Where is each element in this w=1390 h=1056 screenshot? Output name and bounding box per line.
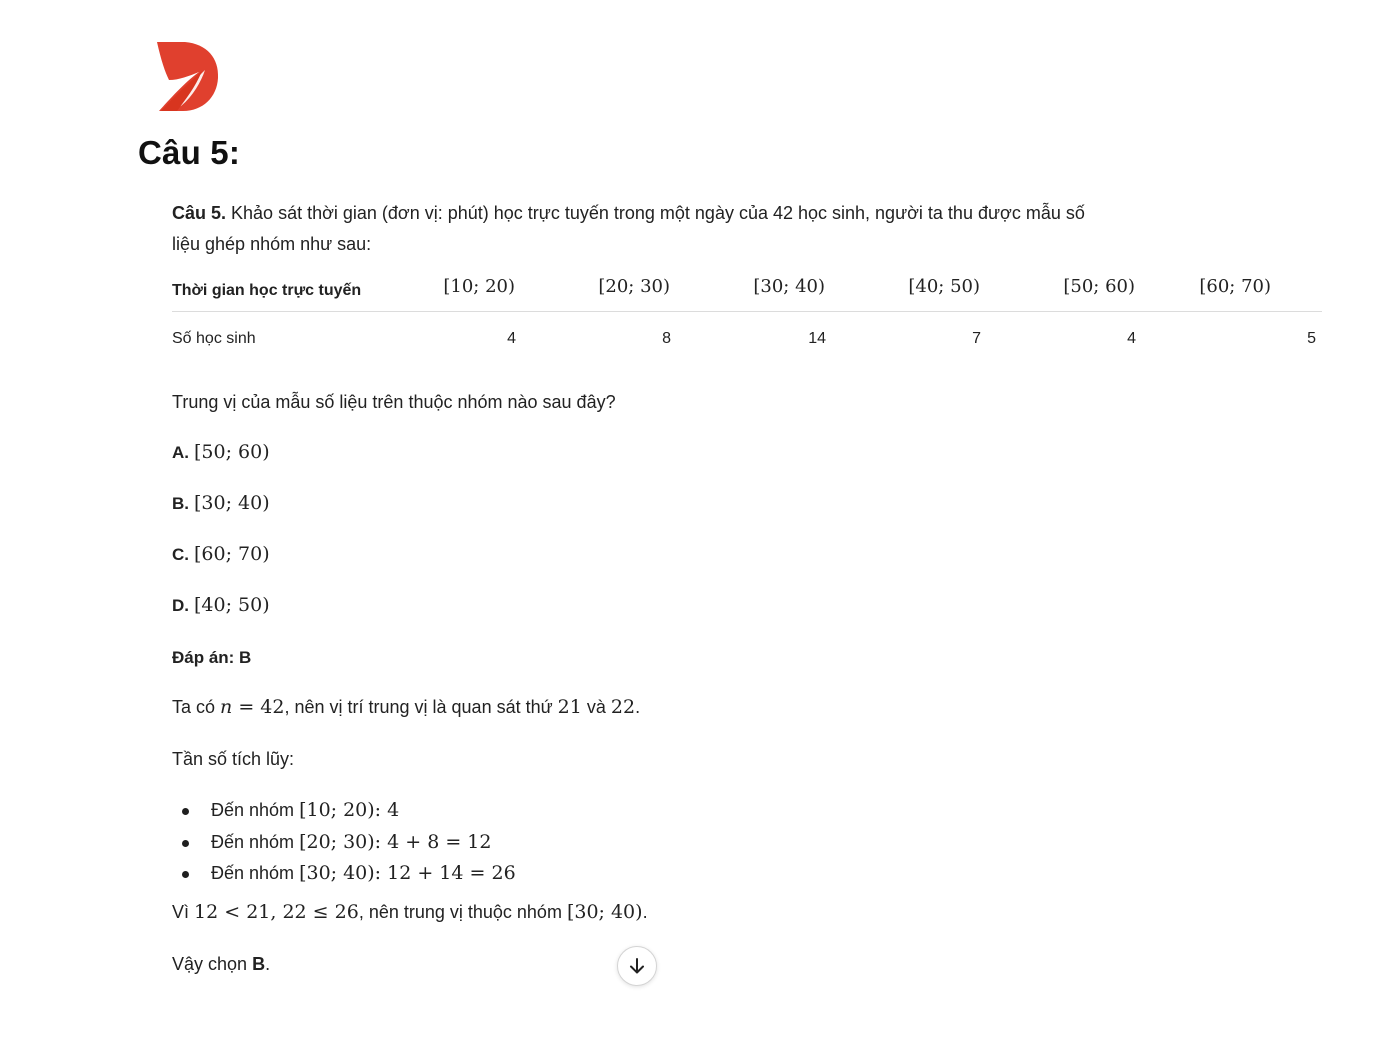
question-label: Câu 5. xyxy=(172,203,227,223)
cumulative-label: Tần số tích lũy: xyxy=(172,749,295,769)
table-cell: 5 xyxy=(1307,330,1316,347)
table-row-label: Số học sinh xyxy=(172,330,256,347)
math-expression: 22 xyxy=(610,696,636,718)
list-item xyxy=(172,797,516,829)
solution-text: Vậy chọn xyxy=(172,954,253,974)
table-header-row xyxy=(172,272,1322,312)
math-expression: [10; 20): 4 xyxy=(299,799,400,821)
option-letter: D. xyxy=(172,596,189,615)
option-letter: B. xyxy=(172,494,189,513)
option-value: [30; 40) xyxy=(194,492,270,514)
option-b xyxy=(172,492,270,514)
question-prompt: Trung vị của mẫu số liệu trên thuộc nhóm nào sau đây? xyxy=(172,392,616,412)
brand-logo-icon xyxy=(155,42,219,112)
option-letter: A. xyxy=(172,443,189,462)
solution-text: , nên trung vị thuộc nhóm xyxy=(358,902,567,922)
math-expression: 12 < 21, 22 ≤ 26 xyxy=(194,901,359,923)
question-text: Khảo sát thời gian (đơn vị: phút) học trực tuyến trong một ngày của 42 học sinh, người ta thu được mẫu số liệu ghép nhóm như sau: xyxy=(172,203,1085,254)
arrow-down-icon xyxy=(627,956,647,976)
list-item-text: Đến nhóm xyxy=(211,831,300,852)
option-c xyxy=(172,543,270,565)
page-title: Câu 5: xyxy=(138,134,241,171)
table-header-cell: [30; 40) xyxy=(753,276,825,297)
question-intro xyxy=(172,198,1092,260)
table-row xyxy=(172,312,1322,376)
cumulative-list xyxy=(172,797,516,892)
table-cell: 14 xyxy=(808,330,826,347)
math-variable: n xyxy=(220,696,233,718)
option-value: [60; 70) xyxy=(194,543,270,565)
list-item-text: Đến nhóm xyxy=(211,800,300,820)
solution-conclusion xyxy=(172,901,648,923)
table-cell: 4 xyxy=(507,330,516,347)
list-item xyxy=(172,829,516,861)
table-cell: 8 xyxy=(662,330,671,347)
option-value: [50; 60) xyxy=(194,441,270,463)
solution-text: Ta có xyxy=(172,697,221,717)
option-letter: C. xyxy=(172,545,189,564)
math-expression: [30; 40): 12 + 14 = 26 xyxy=(299,862,516,884)
question-content xyxy=(172,198,1332,974)
table-cell: 7 xyxy=(972,330,981,347)
list-item-text: Đến nhóm xyxy=(211,863,300,883)
math-expression: = 42 xyxy=(232,696,285,718)
math-expression: [30; 40) xyxy=(566,901,643,923)
math-expression: 21 xyxy=(557,696,582,718)
solution-text: . xyxy=(635,697,641,717)
option-value: [40; 50) xyxy=(194,594,270,616)
solution-text: , nên vị trí trung vị là quan sát thứ xyxy=(284,697,558,717)
table-header-cell: [10; 20) xyxy=(443,276,515,297)
solution-text: Vì xyxy=(172,902,195,922)
solution-line-1 xyxy=(172,696,640,718)
list-item xyxy=(172,860,516,892)
answer-label: Đáp án: B xyxy=(172,648,252,667)
solution-text: và xyxy=(581,697,611,717)
solution-text: . xyxy=(642,902,648,922)
table-header-label: Thời gian học trực tuyến xyxy=(172,282,362,299)
scroll-down-button[interactable] xyxy=(617,946,657,986)
solution-text: . xyxy=(265,954,271,974)
table-cell: 4 xyxy=(1127,330,1136,347)
table-header-cell: [40; 50) xyxy=(908,276,980,297)
table-header-cell: [60; 70) xyxy=(1199,276,1271,297)
math-expression: [20; 30): 4 + 8 = 12 xyxy=(299,830,492,853)
solution-final xyxy=(172,954,270,975)
option-d xyxy=(172,594,270,616)
option-a xyxy=(172,441,270,463)
table-header-cell: [50; 60) xyxy=(1063,276,1135,297)
table-header-cell: [20; 30) xyxy=(598,276,670,297)
final-answer: B xyxy=(252,954,266,974)
